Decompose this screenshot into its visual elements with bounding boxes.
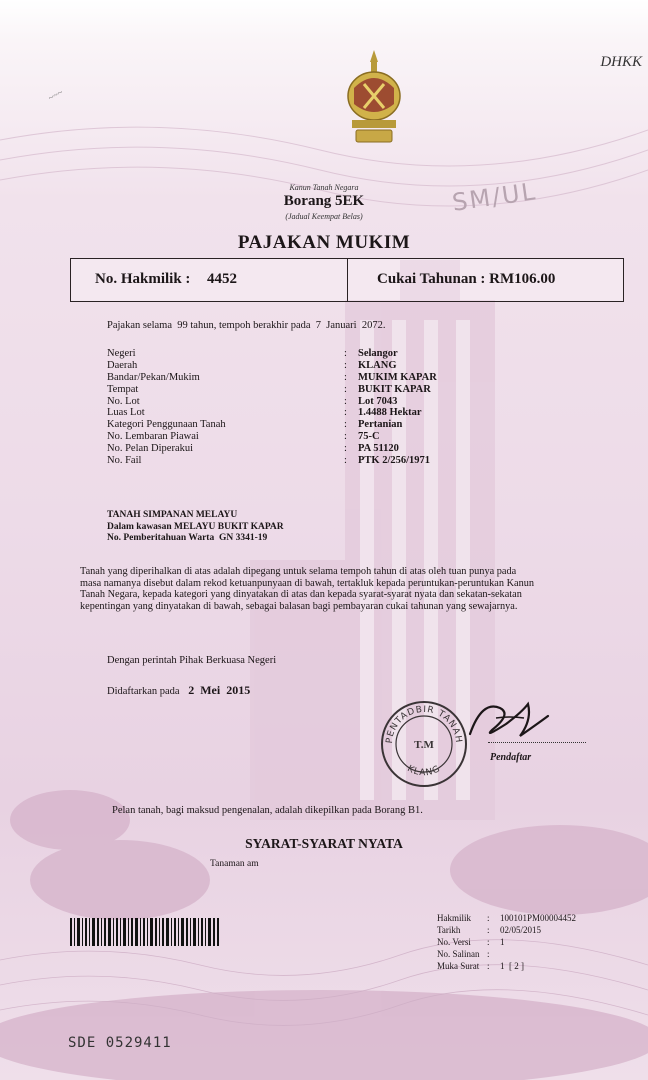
malay-reserve-block <box>107 510 284 545</box>
svg-text:T.M: T.M <box>414 739 434 751</box>
registrar-signature <box>462 690 552 750</box>
signature-line <box>488 742 586 743</box>
legal-paragraph <box>80 566 628 613</box>
authority-line: Dengan perintah Pihak Berkuasa Negeri <box>107 655 277 666</box>
reserve-area: Dalam kawasan MELAYU BUKIT KAPAR <box>107 521 284 532</box>
plan-note: Pelan tanah, bagi maksud pengenalan, adalah dikepilkan pada Borang B1. <box>112 805 423 816</box>
hakmilik-label: No. Hakmilik : <box>95 271 191 287</box>
gazette-number: No. Pemberitahuan Warta GN 3341-19 <box>107 533 268 543</box>
handwritten-reference: SM/UL <box>450 177 539 217</box>
serial-number: SDE 0529411 <box>68 1035 172 1051</box>
land-title-document: DHKK ~~~ SM/UL Kanun Tanah Negara Borang 5EK (Jadual Keempat Belas) PAJAKAN MUKIM No. Hakmilik : 4452 Cukai Tahunan : RM106.00 Pajakan selama 99 tahun, tempoh berakhir pada 7 Januari 2072. Negeri : Selangor Daerah : KLANG Bandar/Pekan/Mukim : MUKIM KAPAR Tempat : BUKIT KAPAR No. Lot : Lot 7043 Luas Lot : 1.4488 Hektar Kategori Penggunaan Tanah : Pertanian No. Lembaran Piawai : 75-C No. Pelan Diperakui : PA 51120 No. Fail : PTK 2/256/1971 TANAH SIMPANAN MELAYU Dalam kawasan MELAYU BUKIT KAPAR No. Pemberitahuan Warta GN 3341-19 Tanah yang diperihalkan di atas adalah dipegang untuk selama tempoh tahun di atas oleh tuan punya pada masa namanya disebut dalam rekod ketuanpunyaan di bawah, tertakluk kepada peruntukan-peruntukan Kanun Tanah Negara, kepada kategori yang dinyatakan di atas dan kepada syarat-syarat nyata dan sekatan-sekatan kepentingan yang dinyatakan di bawah, sebagai balasan bagi pembayaran cukai tahunan yang sewajarnya. Dengan perintah Pihak Berkuasa Negeri Didaftarkan pada 2 Mei 2015 PENTADBIR TANAH KLANG T.M Pendaftar Pelan tanah, bagi maksud pengenalan, adalah dikepilkan pada Borang B1. SYARAT-SYARAT NYATA Tanaman am Hakmilik : 100101PM00004452 Tarikh : 02/05/2015 No. Versi : 1 No. Salinan : Muka Surat : 1 [ 2 ] SDE 0529411 <box>0 0 648 1080</box>
registrar-label: Pendaftar <box>490 752 532 763</box>
registered-label: Didaftarkan pada <box>107 686 180 697</box>
annual-tax: Cukai Tahunan : RM106.00 <box>377 271 556 287</box>
paragraph-line: masa namanya disebut dalam rekod ketuanpunyaan di bawah, tertakluk kepada peruntukan-peruntukan Kanun <box>80 577 535 589</box>
svg-text:PENTADBIR TANAH: PENTADBIR TANAH <box>384 704 464 744</box>
title-info-box <box>70 258 624 302</box>
registration-line <box>107 684 250 698</box>
lease-term: Pajakan selama 99 tahun, tempoh berakhir pada 7 Januari 2072. <box>107 320 386 331</box>
state-crest-logo <box>338 48 410 148</box>
svg-text:KLANG: KLANG <box>405 763 443 779</box>
conditions-title: SYARAT-SYARAT NYATA <box>245 836 403 851</box>
registered-date: 2 Mei 2015 <box>188 683 251 697</box>
reserve-title: TANAH SIMPANAN MELAYU <box>107 510 238 520</box>
corner-code: DHKK <box>600 54 642 70</box>
form-number: Borang 5EK <box>283 193 365 209</box>
paragraph-line: Tanah Negara, kepada kategori yang dinyatakan di atas dan kepada syarat-syarat nyata dan sekatan-sekatan <box>80 589 522 601</box>
act-name: Kanun Tanah Negara <box>289 183 359 192</box>
land-office-stamp <box>378 698 470 790</box>
scribble-mark: ~~~ <box>46 87 65 103</box>
hakmilik-number: 4452 <box>207 271 237 287</box>
paragraph-line: kepentingan yang dinyatakan di bawah, sebagai balasan bagi pembayaran cukai tahunan yang sewajarnya. <box>80 601 518 613</box>
conditions-value: Tanaman am <box>210 859 259 869</box>
document-barcode <box>70 918 220 946</box>
box-divider <box>347 259 348 301</box>
paragraph-line: Tanah yang diperihalkan di atas adalah dipegang untuk selama tempoh tahun di atas oleh tuan punya pada <box>80 566 517 577</box>
schedule-note: (Jadual Keempat Belas) <box>285 212 363 221</box>
document-title: PAJAKAN MUKIM <box>237 232 411 253</box>
